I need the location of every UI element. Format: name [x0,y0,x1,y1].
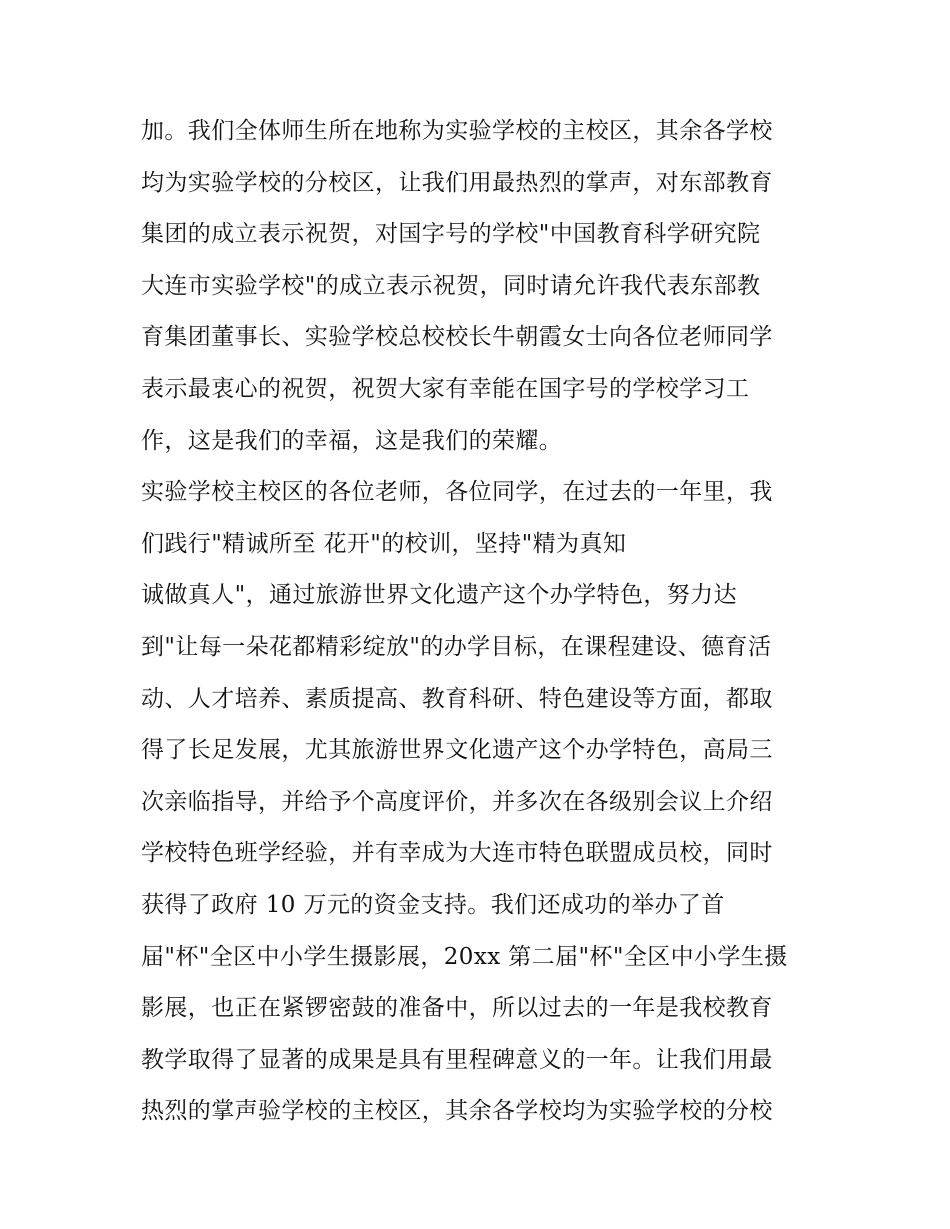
text-line: 作，这是我们的幸福，这是我们的荣耀。 [141,427,563,454]
text-line: 到"让每一朵花都精彩绽放"的办学目标，在课程建设、德育活 [141,633,772,660]
text-line: 影展，也正在紧锣密鼓的准备中，所以过去的一年是我校教育 [141,995,773,1022]
text-line: 教学取得了显著的成果是具有里程碑意义的一年。让我们用最 [141,1046,773,1073]
text-line: 均为实验学校的分校区，让我们用最热烈的掌声，对东部教育 [141,169,773,196]
text-line: 加。我们全体师生所在地称为实验学校的主校区，其余各学校 [141,118,773,144]
text-line: 得了长足发展，尤其旅游世界文化遗产这个办学特色，高局三 [141,737,773,764]
text-line: 实验学校主校区的各位老师，各位同学，在过去的一年里，我 [141,479,773,506]
body-text [141,106,821,1138]
text-line: 大连市实验学校"的成立表示祝贺，同时请允许我代表东部教 [141,272,761,299]
text-line: 诚做真人"，通过旅游世界文化遗产这个办学特色，努力达 [141,582,737,609]
text-line: 集团的成立表示祝贺，对国字号的学校"中国教育科学研究院 [141,221,761,248]
text-line: 动、人才培养、素质提高、教育科研、特色建设等方面，都取 [141,685,773,712]
text-line: 学校特色班学经验，并有幸成为大连市特色联盟成员校，同时 [141,840,773,867]
text-line: 们践行"精诚所至 花开"的校训，坚持"精为真知 [141,530,627,557]
text-line: 表示最衷心的祝贺，祝贺大家有幸能在国字号的学校学习工 [141,375,750,402]
text-line: 获得了政府 10 万元的资金支持。我们还成功的举办了首 [141,891,725,918]
text-line: 次亲临指导，并给予个高度评价，并多次在各级别会议上介绍 [141,788,773,815]
text-line: 热烈的掌声验学校的主校区，其余各学校均为实验学校的分校 [141,1098,773,1125]
text-line: 届"杯"全区中小学生摄影展，20xx 第二届"杯"全区中小学生摄 [141,943,788,970]
text-line: 育集团董事长、实验学校总校校长牛朝霞女士向各位老师同学 [141,324,773,351]
